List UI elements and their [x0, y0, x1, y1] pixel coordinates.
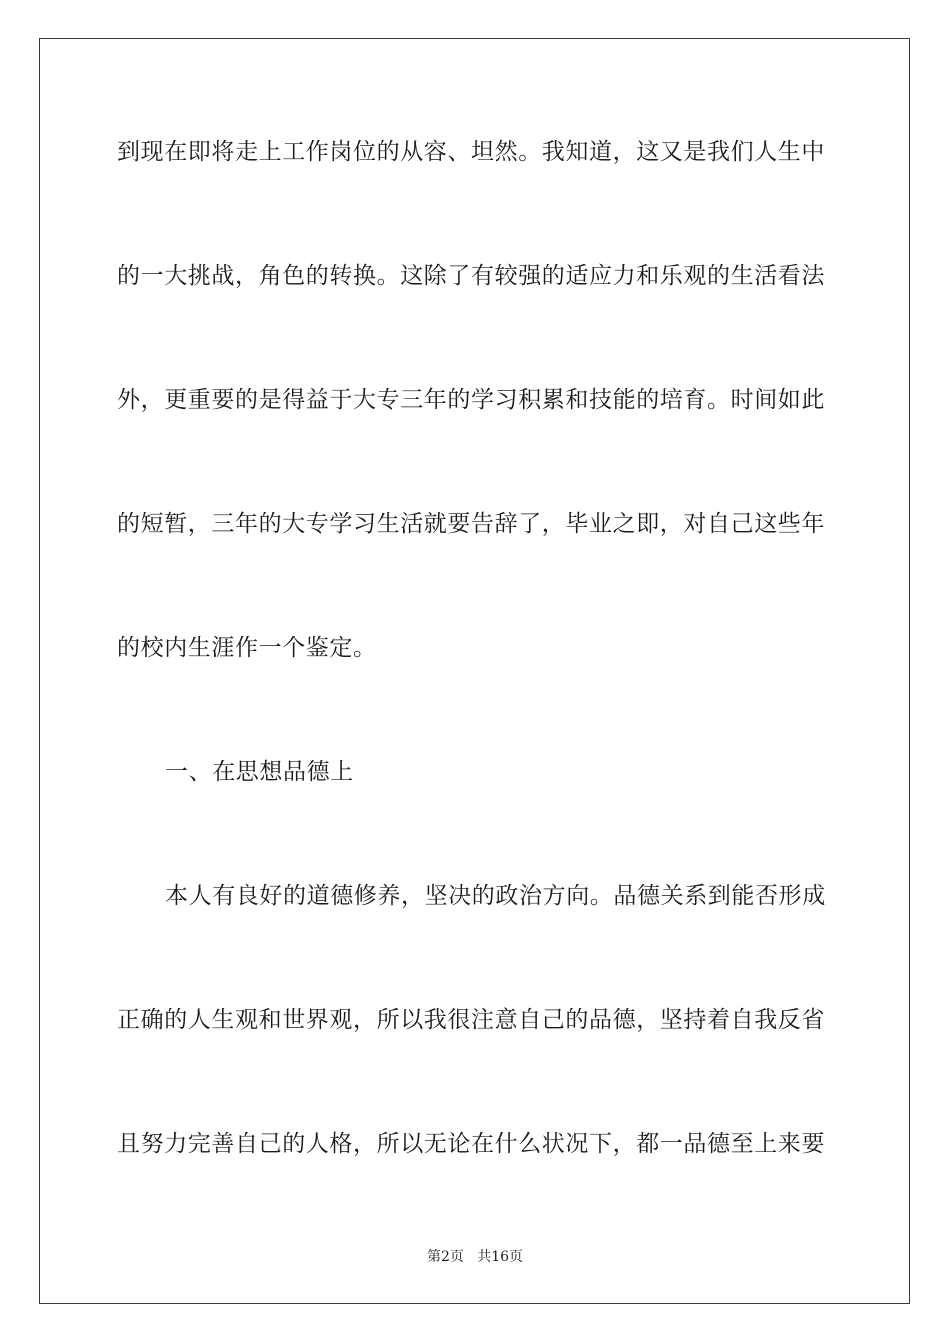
page-number-footer: 第2页 共16页 [426, 1249, 524, 1265]
body-text-line: 本人有良好的道德修养，坚决的政治方向。品德关系到能否形成 [165, 883, 826, 909]
body-text-line: 正确的人生观和世界观，所以我很注意自己的品德，坚持着自我反省 [117, 1007, 825, 1033]
body-text-line: 的一大挑战，角色的转换。这除了有较强的适应力和乐观的生活看法 [117, 263, 825, 289]
section-heading: 一、在思想品德上 [165, 759, 354, 785]
body-text-line: 到现在即将走上工作岗位的从容、坦然。我知道，这又是我们人生中 [117, 139, 825, 165]
body-text-line: 的校内生涯作一个鉴定。 [117, 635, 377, 661]
body-text-line: 且努力完善自己的人格，所以无论在什么状况下，都一品德至上来要 [117, 1131, 825, 1157]
body-text-line: 的短暂，三年的大专学习生活就要告辞了，毕业之即，对自己这些年 [117, 511, 825, 537]
page-frame [39, 38, 910, 1304]
body-text-line: 外，更重要的是得益于大专三年的学习积累和技能的培育。时间如此 [117, 387, 825, 413]
